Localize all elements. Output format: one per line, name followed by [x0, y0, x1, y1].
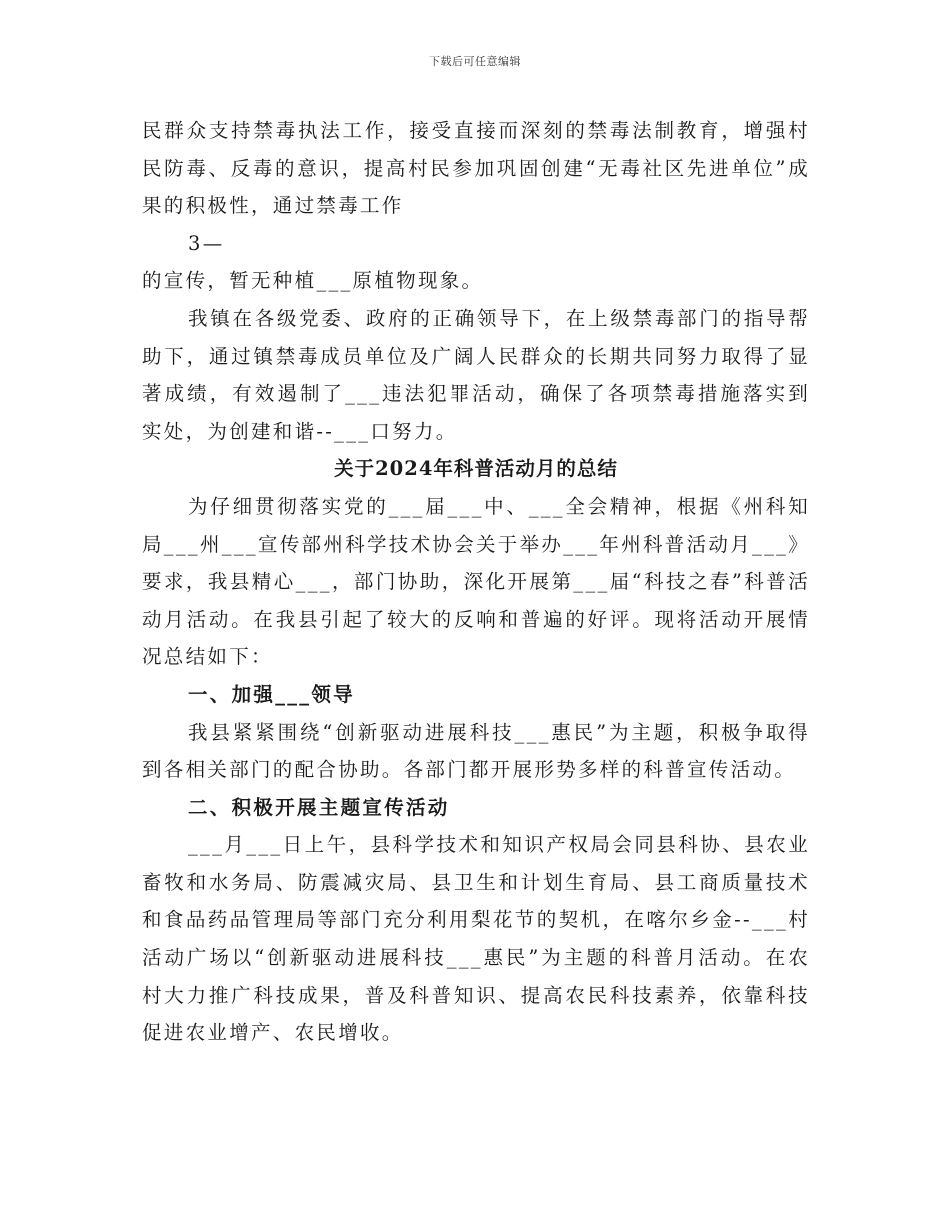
section-heading-1: 一、加强___领导: [188, 682, 355, 706]
paragraph-continued: 民群众支持禁毒执法工作，接受直接而深刻的禁毒法制教育，增强村民防毒、反毒的意识，提高村民参加巩固创建“无毒社区先进单位”成果的积极性，通过禁毒工作: [142, 119, 810, 218]
paragraph-section-1: 我县紧紧围绕“创新驱动进展科技___惠民”为主题，积极争取得到各相关部门的配合协助。各部门都开展形势多样的科普宣传活动。: [142, 720, 810, 782]
document-body: [142, 112, 810, 1052]
page-number-fragment: 3—: [188, 231, 225, 255]
section-heading-2: 二、积极开展主题宣传活动: [188, 795, 450, 819]
paragraph-fragment: 的宣传，暂无种植___原植物现象。: [142, 269, 484, 293]
document-title: 关于2024年科普活动月的总结: [334, 457, 618, 481]
paragraph-intro: 为仔细贯彻落实党的___届___中、___全会精神，根据《州科知局___州___宣传部州科学技术协会关于举办___年州科普活动月___》要求，我县精心___，部门协助，深化开展第___届“科技之春”科普活动月活动。在我县引起了较大的反响和普遍的好评。现将活动开展情况总结如下：: [142, 494, 810, 669]
paragraph-achievements: 我镇在各级党委、政府的正确领导下，在上级禁毒部门的指导帮助下，通过镇禁毒成员单位及广阔人民群众的长期共同努力取得了显著成绩，有效遏制了___违法犯罪活动，确保了各项禁毒措施落实到实处，为创建和谐--___口努力。: [142, 306, 810, 443]
paragraph-section-2: ___月___日上午，县科学技术和知识产权局会同县科协、县农业畜牧和水务局、防震减灾局、县卫生和计划生育局、县工商质量技术和食品药品管理局等部门充分利用梨花节的契机，在喀尔乡金--___村活动广场以“创新驱动进展科技___惠民”为主题的科普月活动。在农村大力推广科技成果，普及科普知识、提高农民科技素养，依靠科技促进农业增产、农民增收。: [142, 833, 810, 1045]
header-note: 下载后可任意编辑: [429, 55, 521, 68]
